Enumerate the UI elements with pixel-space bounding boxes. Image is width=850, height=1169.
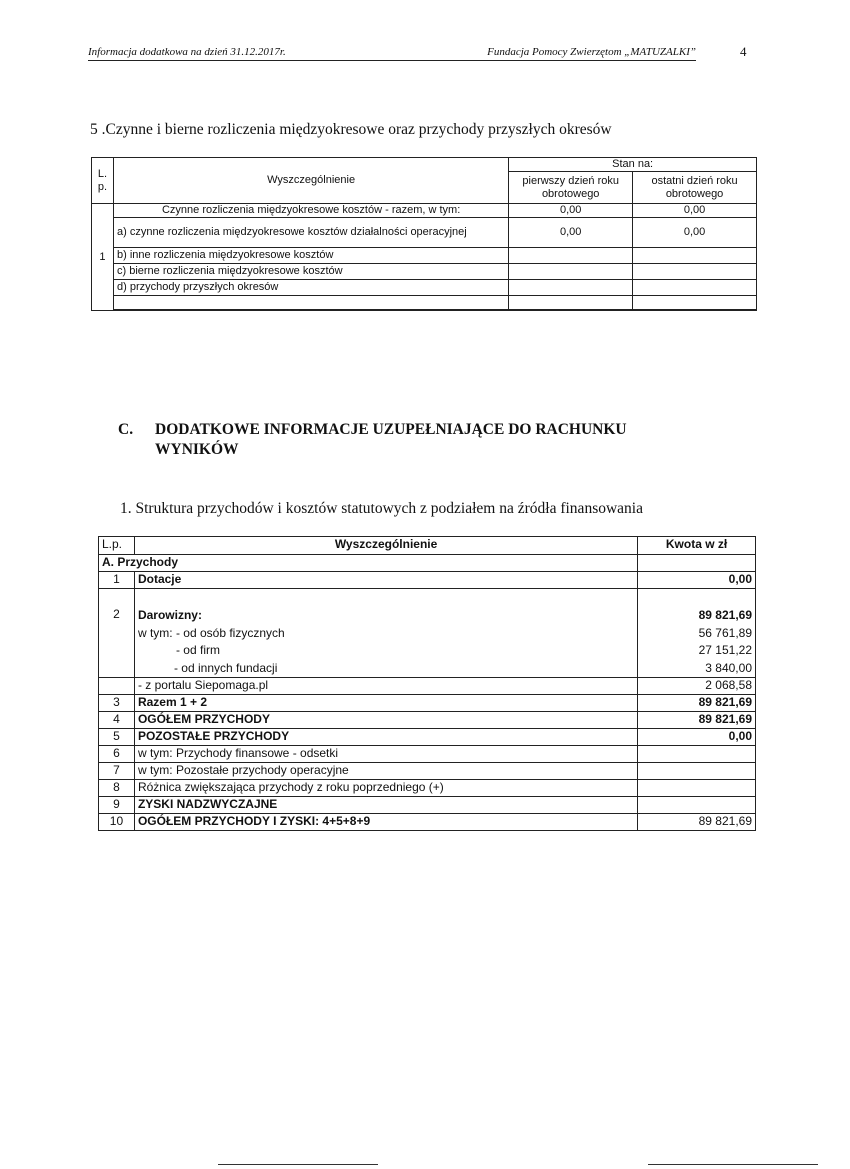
accruals-row-desc: d) przychody przyszłych okresów bbox=[113, 280, 508, 296]
table-row bbox=[99, 555, 756, 572]
revenue-row-lp: 8 bbox=[99, 780, 135, 797]
table-row bbox=[92, 296, 757, 310]
donations-amount: 2 068,58 bbox=[638, 678, 756, 695]
table-row bbox=[99, 589, 756, 678]
table-row bbox=[99, 763, 756, 780]
revenue-row-desc: Dotacje bbox=[134, 572, 637, 589]
scan-edge-line bbox=[218, 1164, 378, 1165]
revenue-row-amount bbox=[638, 763, 756, 780]
table-row bbox=[99, 797, 756, 814]
accruals-row-first: 0,00 bbox=[509, 204, 633, 218]
accruals-row-last: 0,00 bbox=[633, 204, 757, 218]
donations-line: - od firm bbox=[175, 643, 220, 657]
section-5-title: 5 .Czynne i bierne rozliczenia międzyokresowe oraz przychody przyszłych okresów bbox=[90, 121, 612, 138]
table-row bbox=[99, 729, 756, 746]
revenue-row-desc: OGÓŁEM PRZYCHODY bbox=[134, 712, 637, 729]
table-row bbox=[99, 678, 756, 695]
revenue-row-lp: 10 bbox=[99, 814, 135, 831]
revenue-row-lp: 4 bbox=[99, 712, 135, 729]
revenue-row-desc: Razem 1 + 2 bbox=[134, 695, 637, 712]
accruals-header-row bbox=[92, 158, 757, 172]
revenue-row-lp: 2 bbox=[99, 589, 135, 678]
donations-title: Darowizny: bbox=[137, 608, 202, 622]
table-row bbox=[99, 695, 756, 712]
table-row bbox=[99, 572, 756, 589]
page-header bbox=[88, 44, 696, 61]
table-row bbox=[99, 746, 756, 763]
revenue-row-amount: 0,00 bbox=[638, 572, 756, 589]
revenue-row-amount: 89 821,69 bbox=[638, 814, 756, 831]
revenue-row-lp: 5 bbox=[99, 729, 135, 746]
revenue-row-lp: 1 bbox=[99, 572, 135, 589]
header-document-title: Informacja dodatkowa na dzień 31.12.2017r. bbox=[88, 46, 286, 58]
revenue-row-lp: 6 bbox=[99, 746, 135, 763]
accruals-row-desc: Czynne rozliczenia międzyokresowe kosztów - razem, w tym: bbox=[113, 204, 508, 218]
revenue-header-row bbox=[99, 537, 756, 555]
page-number: 4 bbox=[740, 44, 747, 59]
table-row bbox=[99, 712, 756, 729]
accruals-row-first bbox=[509, 248, 633, 264]
revenue-col-amount: Kwota w zł bbox=[638, 537, 756, 555]
scan-edge-line bbox=[648, 1164, 818, 1165]
accruals-col-last-day: ostatni dzień roku obrotowego bbox=[633, 172, 757, 204]
table-row bbox=[92, 218, 757, 248]
accruals-row-first bbox=[509, 280, 633, 296]
accruals-group-number: 1 bbox=[92, 204, 114, 311]
accruals-col-first-day: pierwszy dzień roku obrotowego bbox=[509, 172, 633, 204]
accruals-row-last: 0,00 bbox=[633, 218, 757, 248]
revenue-row-desc: Różnica zwiększająca przychody z roku poprzedniego (+) bbox=[134, 780, 637, 797]
accruals-row-last bbox=[633, 264, 757, 280]
revenue-col-lp: L.p. bbox=[99, 537, 135, 555]
revenue-row-desc: w tym: Przychody finansowe - odsetki bbox=[134, 746, 637, 763]
accruals-row-desc: c) bierne rozliczenia międzyokresowe kosztów bbox=[113, 264, 508, 280]
revenue-row-amount bbox=[638, 746, 756, 763]
accruals-row-first bbox=[509, 264, 633, 280]
revenue-row-desc: ZYSKI NADZWYCZAJNE bbox=[134, 797, 637, 814]
section-c-title: DODATKOWE INFORMACJE UZUPEŁNIAJĄCE DO RACHUNKU WYNIKÓW bbox=[155, 421, 627, 458]
subsection-1-title: 1. Struktura przychodów i kosztów statutowych z podziałem na źródła finansowania bbox=[120, 500, 643, 517]
accruals-col-lp: L. p. bbox=[92, 158, 114, 204]
table-row bbox=[99, 780, 756, 797]
table-row bbox=[92, 280, 757, 296]
revenue-row-desc: w tym: Pozostałe przychody operacyjne bbox=[134, 763, 637, 780]
donations-total-amount: 89 821,69 bbox=[698, 608, 752, 622]
revenue-table bbox=[98, 536, 756, 831]
revenue-row-amount bbox=[638, 780, 756, 797]
revenue-row-amount: 89 821,69 bbox=[638, 695, 756, 712]
accruals-row-last bbox=[633, 280, 757, 296]
accruals-row-last bbox=[633, 296, 757, 310]
revenue-row-desc: OGÓŁEM PRZYCHODY I ZYSKI: 4+5+8+9 bbox=[134, 814, 637, 831]
table-row bbox=[92, 204, 757, 218]
accruals-row-desc: a) czynne rozliczenia międzyokresowe kosztów działalności operacyjnej bbox=[113, 218, 508, 248]
header-organization-name: Fundacja Pomocy Zwierzętom „MATUZALKI” bbox=[487, 46, 696, 58]
accruals-table bbox=[91, 157, 757, 311]
accruals-row-last bbox=[633, 248, 757, 264]
donations-amount: 56 761,89 bbox=[698, 625, 752, 640]
accruals-col-desc: Wyszczególnienie bbox=[113, 158, 508, 204]
revenue-row-amount: 0,00 bbox=[638, 729, 756, 746]
accruals-row-first: 0,00 bbox=[509, 218, 633, 248]
revenue-row-desc: POZOSTAŁE PRZYCHODY bbox=[134, 729, 637, 746]
donations-line: - z portalu Siepomaga.pl bbox=[134, 678, 637, 695]
revenue-row-lp: 7 bbox=[99, 763, 135, 780]
donations-line: w tym: - od osób fizycznych bbox=[137, 625, 285, 640]
donations-line: - od innych fundacji bbox=[173, 660, 278, 675]
revenue-row-amount bbox=[638, 797, 756, 814]
revenue-row-amount: 89 821,69 bbox=[638, 712, 756, 729]
accruals-row-desc bbox=[113, 296, 508, 310]
revenue-col-desc: Wyszczególnienie bbox=[134, 537, 637, 555]
accruals-row-first bbox=[509, 296, 633, 310]
accruals-row-desc: b) inne rozliczenia międzyokresowe kosztów bbox=[113, 248, 508, 264]
table-row bbox=[92, 264, 757, 280]
section-c-letter: C. bbox=[118, 421, 134, 438]
donations-amount: 27 151,22 bbox=[698, 643, 752, 657]
table-row bbox=[92, 248, 757, 264]
donations-amount: 3 840,00 bbox=[705, 660, 752, 675]
table-row bbox=[99, 814, 756, 831]
revenue-row-lp: 3 bbox=[99, 695, 135, 712]
revenue-group-a: A. Przychody bbox=[99, 555, 638, 572]
revenue-row-lp: 9 bbox=[99, 797, 135, 814]
accruals-col-stan: Stan na: bbox=[509, 158, 757, 172]
